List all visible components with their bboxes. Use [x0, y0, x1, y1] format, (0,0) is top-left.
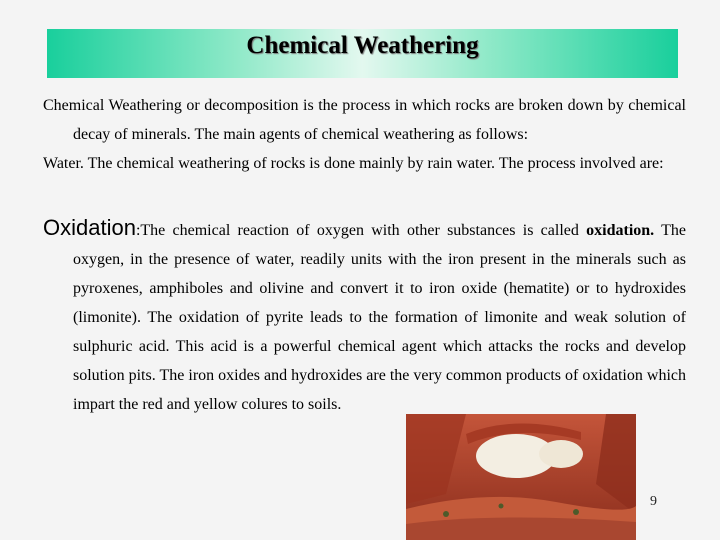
title-banner — [47, 29, 678, 78]
oxidation-body: The oxygen, in the presence of water, readily units with the iron present in the minerals such as pyroxenes, amphiboles and olivine and convert it to iron oxide (hematite) or to hydroxides (limonite). The oxidation of pyrite leads to the formation of limonite and weak solution of sulphuric acid. This acid is a powerful chemical agent which attacks the rocks and develop solution pits. The iron oxides and hydroxides are the very common products of oxidation which impart the red and yellow colures to soils. — [73, 222, 686, 413]
oxidation-intro: :The chemical reaction of oxygen with other substances is called — [135, 222, 587, 239]
intro-paragraph: Chemical Weathering or decomposition is the process in which rocks are broken down by chemical decay of minerals. The main agents of chemical weathering as follows: — [43, 97, 686, 143]
oxidation-term: oxidation. — [586, 222, 655, 239]
slide-title: Chemical Weathering — [246, 32, 479, 59]
water-paragraph: Water. The chemical weathering of rocks is done mainly by rain water. The process involved are: — [43, 155, 664, 172]
page-number: 9 — [650, 494, 657, 509]
rock-arch-image — [406, 414, 636, 540]
oxidation-paragraph — [43, 213, 686, 419]
oxidation-heading: Oxidation — [43, 215, 136, 240]
rock-arch-photo — [406, 414, 636, 540]
